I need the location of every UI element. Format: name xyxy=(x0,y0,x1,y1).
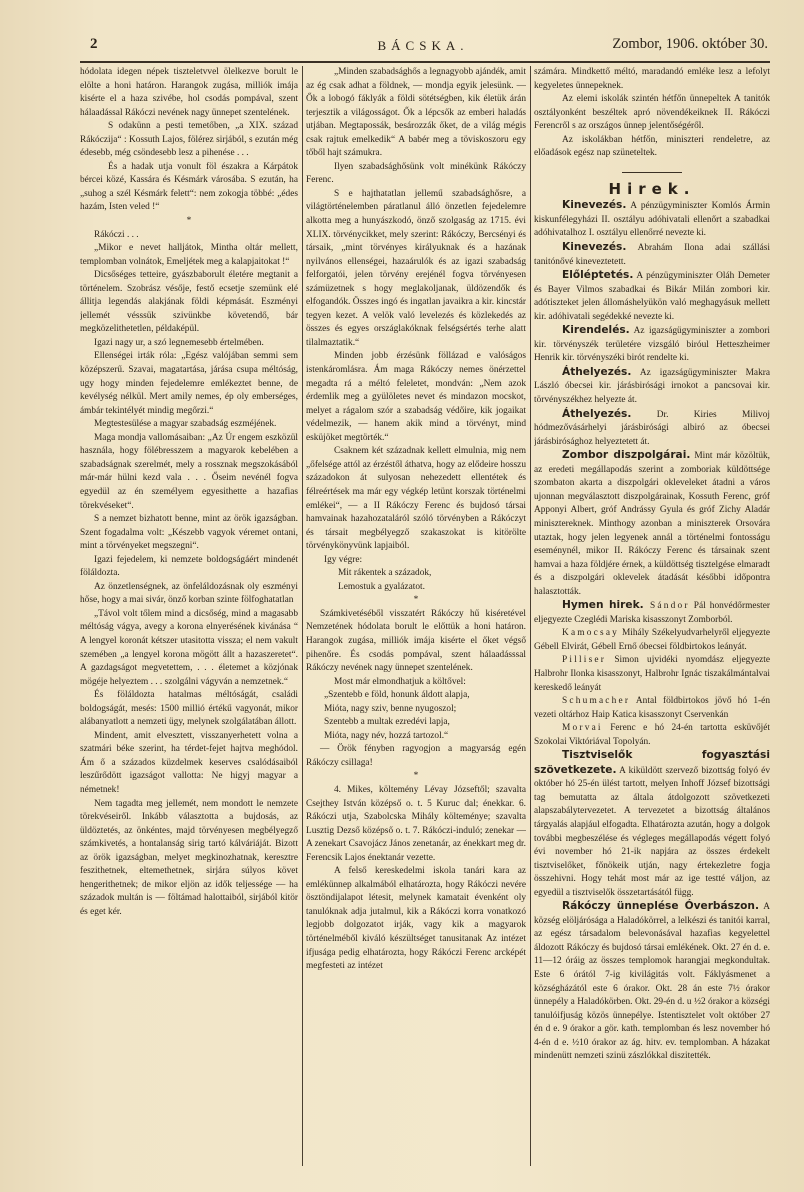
paragraph: hódolata idegen népek tiszteletvvel ölelkezve borult le elölte a honi határon. Harangok zugása, milliók imája kisérte el a haza szivébe, hol csodás pompával, szent hálaadással Rákóczi nevének nagy ünnepet szentelének. xyxy=(80,67,298,118)
paragraph: Az önzetlenségnek, az önfeláldozásnak oly eszményi hőse, hogy a mai sivár, önző korban szinte fölfoghatatlan xyxy=(80,581,298,606)
paragraph: Mindent, amit elvesztett, visszanyerhetett volna a szatmári béke szerint, ha térdet-fejet hajtva meghódol. Ám ő a százados küzdelmek keserves csalódásaiból leszűrődött igazságot vallotta: Ne higyj magyar a németnek! xyxy=(80,730,298,795)
news-item-text: Antal földbirtokos jövő hó 1-én vezeti oltárhoz Haip Katica kisasszonyt Cservenkán xyxy=(534,696,770,720)
paragraph: Most már elmondhatjuk a költővel: xyxy=(334,676,466,687)
news-item xyxy=(534,241,770,269)
news-item-text: Simon ujvidéki nyomdász eljegyezte Halbrohr Ilonka kisasszonyt, Halbrohr Ignác tiszakálmántalvai kereskedő leányát xyxy=(534,655,770,693)
news-item xyxy=(534,408,770,450)
paragraph: Számkivetéséből visszatért Rákóczy hű kiséretével Nemzetének hódolata borult le előttük a honi határon. Harangok zugása, milliók imája kisérte el őket végső pihenőre. És csodás pompával, szent hálaadásssal Rákóczy nevének nagy ünnepet szentelének. xyxy=(306,608,526,674)
paragraph: „Minden szabadsághős a legnagyobb ajándék, amit az ég csak adhat a földnek, — mondja egyik jelesünk. — Ők a lobogó fáklyák a földi sötétségben, kik életük árán terjesztik a világosságot. Ők a lépcsők az emberi haladás utjában. Megtapossák, besározzák őket, de a világ mégis csak rajtuk emelkedik“ A babér meg a töviskoszoru egy tőből hajt számukra. xyxy=(306,67,526,159)
paragraph: „Távol volt tőlem mind a dicsőség, mind a magasabb méltóság vágya, avegy a korona elnyerésének kivánása “ A lengyel koronát kétszer utasitotta vissza; el nem vakult szemében „a lengyel korona mögött állt a hazaszeretet“. A gazdagságot megvetettem, . . . életemet a közjónak mögéje helyeztem . . . szolgálni vágyván a nemzetnek.“ xyxy=(80,608,298,687)
paragraph: S odakünn a pesti temetőben, „a XIX. század Rákóczija“ : Kossuth Lajos, fölérez sirjából, s ezután még édesebb, még csöndesebb lesz a pihenése . . . xyxy=(80,121,298,159)
column-2 xyxy=(306,66,526,1166)
news-item xyxy=(534,749,770,900)
paragraph: És a hadak utja vonult föl északra a Kárpátok bércei közé, Kassára és Késmárk városába. S ezután, ha „suhog a szél Késmárk felett“: nem zokogja többé: „édes hazám, Isten veled !“ xyxy=(80,161,298,213)
paragraph: Ilyen szabadsághősünk volt minékünk Rákóczy Ferenc. xyxy=(306,161,526,186)
verse-line: Mit rákentek a századok, xyxy=(338,568,432,579)
news-item xyxy=(534,695,770,722)
section-asterisk: * xyxy=(186,216,192,227)
news-item-text: Mint már közöltük, az eredeti megállapodás szerint a zomboriak küldöttsége szombaton akarta a diszpolgári okleveleket átadni a város ujonnan megválasztott diszpolgárainak, Kossuth Ferenc, gróf Apponyi Albert, gróf Andrássy Gyula és gróf Zichy Aladár minisztereknek. Minthogy azonban a miniszterek Orsovára utaztak, hogy jelen legyenek annál a történelmi fontosságu eseménynél, mikor II. Rákóczy Ferenc és társainak szent hamvai a haza földjére érnek, a küldöttség tisztelgése elmaradt és a diszpolgári oklevelek átadását későbbi időpontra halasztották. xyxy=(534,451,770,597)
news-item-heading: Áthelyezés. xyxy=(562,407,632,420)
section-asterisk: * xyxy=(413,595,419,606)
verse-line: Mióta, nagy név, hozzá tartozol.“ xyxy=(324,730,449,741)
column-divider xyxy=(302,66,303,1166)
news-item-text: Abrahám Ilona adai szállási tanitónővé kineveztetett. xyxy=(534,243,770,267)
news-item-heading: Kinevezés. xyxy=(562,199,627,212)
news-item-text: Mihály Székelyudvarhelyről eljegyezte Gébell Elvirát, Gébell Ernő óbecsei földbirtokos leányát. xyxy=(534,628,770,652)
paragraph: Ellenségei irták róla: „Egész valójában semmi sem középszerű. Szavai, magatartása, járása csupa méltóság, ugy hogy minden fejedelemre emlékeztet benne, de kevélység nélkül. Mert amily nemes, ép oly emberséges, ámbár tekintélyét mindig megőrzi.“ xyxy=(80,351,298,416)
news-item xyxy=(534,900,770,1064)
section-asterisk: * xyxy=(413,771,419,782)
paragraph: Az iskolákban hétfőn, miniszteri rendeletre, az előadások egész nap szüneteltek. xyxy=(534,134,770,159)
news-item-text: A község elöljárósága a Haladókörrel, a lelkészi és tanitói karral, az egész társadalom belevonásával hazafias kegyelettel áldozott Rákóczy és bujdosó társai emlékének. Okt. 27 én d. e. 11—12 óráig az összes templomok harangjai megkondultak. Este 6 órától 7-ig kivilágitás volt. Fáklyásmenet a községházától este 6 órakor. Okt. 28 án este 7½ órakor ünnepély a Haladókörben. Okt. 29-én d. u ½2 órakor a községi tanulóifjuság közös ünnepélye. Istentisztelet volt október 27 én d e. 9 órakor a gör. kath. templomban és lesz november hó 4-én d e. ½10 órakor az ág. hitv. ev. templomban. A házakat mindenütt nemzeti szinü zászlókkal diszitették. xyxy=(534,902,770,1062)
spaced-name: Morvai xyxy=(562,723,603,734)
news-item-heading: Hymen hirek. xyxy=(562,599,644,612)
paragraph: Igazi fejedelem, ki nemzete boldogságáért mindenét föláldozta. xyxy=(80,554,298,579)
news-item-heading: Kinevezés. xyxy=(562,241,627,254)
column-1 xyxy=(80,66,298,1166)
news-item xyxy=(534,722,770,749)
paragraph: A felső kereskedelmi iskola tanári kara az emlékünnep alkalmából elhatározta, hogy Rákóczi nevére ösztöndijalapot létesit, melynek kamatait évenként oly tanulóknak adja jutalmul, kik a Rákóczi korra vonatkozó legjobb dolgozatot irják, vagy kik a magyarok történelméből kiváló készültséget tanusitanak Az intézet ifjusága pedig elhatározta, hogy Rákóczi Ferenc arcképét megfesteti az intézet xyxy=(306,866,526,972)
paragraph: S a nemzet bizhatott benne, mint az örök igazságban. Szent fogadalma volt: „Készebb vagyok véremet ontani, mint a törvényeket megszegni“. xyxy=(80,514,298,552)
paragraph: számára. Mindkettő méltó, maradandó emléke lesz a lefolyt kegyeletes ünnepeknek. xyxy=(534,67,770,91)
paragraph: Nem tagadta meg jellemét, nem mondott le nemzete törekvéseiről. Inkább választotta a bujdosás, az üldöztetés, az önkéntes, majd törvényesen megbélyegző számkivetés, a hontalanság sirig tartó kálváriáját. Bizott az örök igazságban, melyet megkinozhatnak, keresztre feszithetnek, eltemethetnek, sirjára súlyos követ hengerithetnek; de mikor eljön az idők teljessége — ha századok multán is — föltámad halottaiból, sirjából kitör és eget kér. xyxy=(80,798,298,917)
news-item-text: Az igazságügyminiszter Makra László óbecsei kir. járásbirósági irnokot a pancsovai kir. törvényszékhez helyezte át. xyxy=(534,367,770,406)
news-item-heading: Előléptetés. xyxy=(562,269,634,282)
page-header xyxy=(78,36,768,58)
spaced-name: Pilliser xyxy=(562,655,607,666)
section-title-hirek: Hirek. xyxy=(608,179,696,198)
paragraph: S e hajthatatlan jellemű szabadsághősre, a világtörténelemben páratlanul álló önzetlen fejedelemre alkotta meg a hunyászkodó, önző szolgaság az 1715. évi XLIX. törvénycikket, mely szerint: Rákóczy, Bercsényi és társaik, „mint törvényes királyuknak és a hazának nyilvános ellenségei, hazaárulók és az igazi szabadság felforgatói, jelen törvény erejénél fogva törvényesen számüzetnek s hogy meglakoljanak, üldözendők és elfogandók. Összes ingó és ingatlan javaikra a kir. kincstár tegyen kezet. A velök való levelezés és közlekedés az összes és egyes országlakóknak felségsértés terhe alatt tilalmaztatik.“ xyxy=(306,188,526,348)
news-item-heading: Kirendelés. xyxy=(562,324,630,337)
verse-line: Mióta, nagy sziv, benne nyugoszol; xyxy=(324,703,457,714)
paragraph: Az elemi iskolák szintén hétfőn ünnepeltek A tanitók osztályonként beszéltek apró növendékeiknek II. Rákóczi Ferencről s az országos ünnep jelentőségéről. xyxy=(534,94,770,132)
paragraph: „Mikor e nevet halljátok, Mintha oltár mellett, templomban volnátok, Emeljétek meg a kalapjaitokat !“ xyxy=(80,243,298,267)
news-item xyxy=(534,599,770,627)
news-item xyxy=(534,269,770,324)
header-rule xyxy=(80,61,770,63)
news-item-heading: Áthelyezés. xyxy=(562,365,632,378)
page-number: 2 xyxy=(90,36,98,52)
spaced-name: Schumacher xyxy=(562,696,631,707)
column-divider xyxy=(530,66,531,1166)
paragraph: — Örök fényben ragyogjon a magyarság egén Rákóczy csillaga! xyxy=(306,744,526,768)
news-item xyxy=(534,324,770,366)
news-item-text: Dr. Kiries Milivoj hódmezővásárhelyi járásbirósági albiró az óbecsei járásbirósághoz helyeztetett át. xyxy=(534,409,770,447)
verse-line: „Szentebb e föld, honunk áldott alapja, xyxy=(324,690,470,701)
news-item-text: Ferenc e hó 24-én tartotta esküvőjét Szokolai Viktóriával Topolyán. xyxy=(534,723,770,747)
column-3 xyxy=(534,66,770,1126)
news-item-text: Az igazságügyminiszter a zombori kir. törvényszék területére vizsgáló biróul Hetteszheimer Henrik kir. törvényszéki birót rendelte ki. xyxy=(534,326,770,364)
verse-line: Lemostuk a gyalázatot. xyxy=(338,581,425,592)
newspaper-title: BÁCSKA. xyxy=(377,38,469,53)
paragraph: 4. Mikes, költemény Lévay Józseftől; szavalta Csejthey István középső o. t. 5 Kuruc dal; énekkar. 6. Rákóczi utja, Szabolcska Mihály költeménye; szavalta Lusztig Dezső középső o. t. 7. Rákóczi-induló; zenekar — A zenekart Csavojácz János zenetanár, az énekkart meg dr. Ferencsik Lajos énektanár vezette. xyxy=(306,784,526,863)
news-item-text: Pál honvédőrmester eljegyezte Czeglédi Mariska kisasszonyt Zomborból. xyxy=(534,601,770,625)
news-item-text: A pénzügyminiszter Komlós Ármin kiskunfélegyházi II. osztályu adóhivatali ellenőrt a szabadkai adóhivatalhoz I. osztályu ellenőrré nevezte ki. xyxy=(534,201,770,239)
news-item xyxy=(534,449,770,599)
issue-date: Zombor, 1906. október 30. xyxy=(612,36,768,52)
news-item-text: A kiküldött szervező bizottság folyó év október hó 25-én ülést tartott, melyen Inhoff József bizottsági tag bemutatta az általa átdolgozott szövetkezeti alapszabálytervezetet. A tervezetet a bizottság általános tárgyalás alapjául elfogadta. Elhatározta azután, hogy a dolgok további megbeszélése és végleges megállapodás végett folyó évi november hó 21-ik napjára az összes érdekelt tisztviselőket, főnökeik utján, nagy értekezletre fogja összehivni. Hogy tehát most már az ige testté váljon, az egyedül a tisztviselők összetartásától függ. xyxy=(534,765,770,898)
section-separator xyxy=(622,172,682,173)
news-item xyxy=(534,366,770,408)
news-item xyxy=(534,199,770,241)
paragraph: Igazi nagy ur, a szó legnemesebb értelmében. xyxy=(94,337,264,348)
news-item-heading: Zombor diszpolgárai. xyxy=(562,449,691,462)
news-item xyxy=(534,654,770,695)
news-item xyxy=(534,627,770,654)
verse-line: Igy végre: xyxy=(324,554,363,565)
news-item-heading: Tisztviselők fogyasztási szövetkezete. xyxy=(534,749,770,776)
paragraph: Rákóczi . . . xyxy=(94,229,139,240)
paragraph: Csaknem két századnak kellett elmulnia, mig nem „őfelsége attól az érzéstől áthatva, hogy az elődeire hosszu századokon át sulyosan nehezedett ellentétek és félreértések ma már egy végkép letünt korszak történelmi emlékei“, — a II Rákóczy Ferenc és bujdosó társai hamvainak hazahozataláról szóló törvényben a Rákóczyt és társait megbélyegző szakaszokat is kitörölte törvénykönyvünk lapjaiból. xyxy=(306,446,526,552)
paragraph: Dicsőséges tetteire, gyászbaborult életére megtanit a történelem. Szobrász vésője, festő ecsetje szemünk elé állitja legendás alakjának földi képmását. Eszményi jellemét vésssük szivünkbe követendő, bár megközelithetetlen, példaképül. xyxy=(80,270,298,335)
paragraph: Megtestesülése a magyar szabadság eszméjének. xyxy=(94,419,277,430)
verse-line: Szentebb a multak ezredévi lapja, xyxy=(324,717,450,728)
paragraph: Minden jobb érzésünk föllázad e valóságos istenkáromlásra. Ám maga Rákóczy nemes önérzettel megadta rá a méltó feleletet, mondván: „Nem azok érdemlik meg a gyülöletes nevet és mindazon mocskot, melyet a rágalom szór a szabadság védőire, kik jogaikat védelmezik, — hanem akik mind a törvényt, mind esküjöket megtörték.“ xyxy=(306,351,526,443)
news-item-heading: Rákóczy ünneplése Óverbászon. xyxy=(562,900,759,913)
news-item-text: A pénzügyminiszter Oláh Demeter és Bayer Vilmos szabadkai és Bikár Milán zombori kir. adótiszteket jelen állomáshelyükön való meghagyásuk mellett kir. adóhivatali segédekké nevezte ki. xyxy=(534,271,770,322)
paragraph: Maga mondja vallomásaiban: „Az Úr engem eszközül használa, hogy fölébresszem a magyarok kebelében a szabadságnak szerelmét, mely a rossznak megszokásából már-már hülni kezd vala . . . Őseim nevénél fogva egyedül az én személyem egyesithette a hazafias törekvéseket“. xyxy=(80,432,298,511)
spaced-name: Kamocsay xyxy=(562,628,620,639)
paragraph: És föláldozta hatalmas méltóságát, családi boldogságát, mesés: 1500 millió értékű vagyonát, mikor alábanyatlott a nemzeti ügy, melynek szolgálatában állott. xyxy=(80,690,298,728)
spaced-name: Sándor xyxy=(643,601,690,612)
